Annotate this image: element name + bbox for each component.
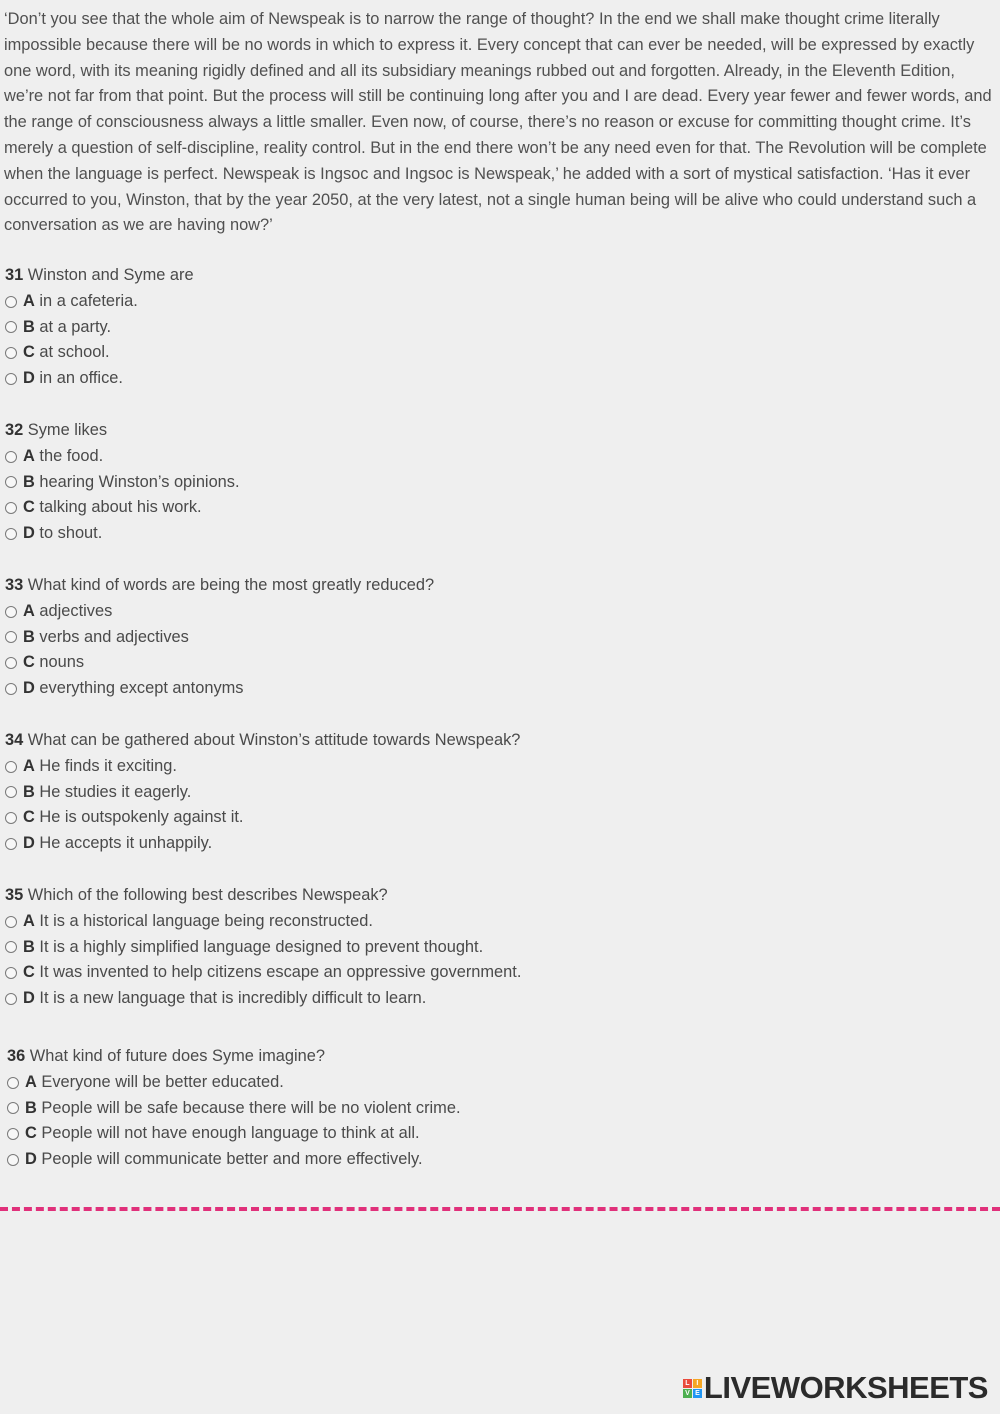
option-letter: D (23, 834, 35, 853)
radio-button-icon[interactable] (7, 1154, 19, 1166)
option-letter: C (25, 1124, 37, 1143)
logo-icon (683, 1379, 702, 1398)
option-letter: B (23, 782, 35, 801)
radio-button-icon[interactable] (5, 528, 17, 540)
option-b[interactable] (5, 625, 434, 651)
option-text: adjectives (39, 601, 113, 620)
option-letter: B (23, 627, 35, 646)
option-letter: C (23, 498, 35, 517)
option-letter: D (23, 369, 35, 388)
option-b[interactable] (5, 935, 521, 961)
question-number: 33 (5, 576, 24, 594)
option-text: to shout. (39, 524, 103, 543)
question-stem (5, 883, 521, 909)
option-d[interactable] (5, 986, 521, 1012)
question-text: What kind of words are being the most greatly reduced? (27, 576, 435, 594)
option-letter: D (23, 679, 35, 698)
option-letter: C (23, 343, 35, 362)
radio-button-icon[interactable] (5, 993, 17, 1005)
option-text: at school. (39, 343, 110, 362)
radio-button-icon[interactable] (5, 761, 17, 773)
option-letter: A (23, 446, 35, 465)
option-text: in an office. (39, 369, 123, 388)
option-text: nouns (39, 653, 85, 672)
option-letter: C (23, 653, 35, 672)
option-text: It is a new language that is incredibly difficult to learn. (39, 989, 427, 1008)
question-stem (5, 728, 520, 754)
option-text: People will communicate better and more effectively. (41, 1150, 423, 1169)
logo-icon-letter: I (693, 1379, 702, 1388)
option-a[interactable] (5, 599, 434, 625)
radio-button-icon[interactable] (5, 786, 17, 798)
radio-button-icon[interactable] (5, 967, 17, 979)
logo-text: LIVEWORKSHEETS (703, 1370, 988, 1405)
option-letter: C (23, 808, 35, 827)
radio-button-icon[interactable] (5, 451, 17, 463)
question-stem (5, 418, 240, 444)
question-stem (7, 1044, 461, 1070)
logo-icon-letter: V (683, 1389, 692, 1398)
option-text: He accepts it unhappily. (39, 834, 213, 853)
radio-button-icon[interactable] (5, 321, 17, 333)
option-text: It is a highly simplified language designed to prevent thought. (39, 937, 484, 956)
radio-button-icon[interactable] (5, 296, 17, 308)
question-text: What can be gathered about Winston’s attitude towards Newspeak? (27, 731, 521, 749)
option-d[interactable] (5, 521, 240, 547)
option-b[interactable] (5, 470, 240, 496)
option-text: It is a historical language being reconstructed. (39, 911, 373, 930)
option-text: People will not have enough language to think at all. (41, 1124, 420, 1143)
option-c[interactable] (5, 960, 521, 986)
question-35 (5, 883, 521, 1012)
radio-button-icon[interactable] (5, 683, 17, 695)
radio-button-icon[interactable] (7, 1077, 19, 1089)
option-text: at a party. (39, 317, 112, 336)
option-letter: B (23, 472, 35, 491)
option-b[interactable] (5, 780, 520, 806)
option-a[interactable] (5, 289, 194, 315)
reading-passage: ‘Don’t you see that the whole aim of Newspeak is to narrow the range of thought? In the end we shall make thought crime literally impossible because there will be no words in which to express it. Every concept that can ever be needed, will be expressed by exactly one word, with its meaning rigidly defined and all its subsidiary meanings rubbed out and forgotten. Already, in the Eleventh Edition, we’re not far from that point. But the process will still be continuing long after you and I are dead. Every year fewer and fewer words, and the range of consciousness always a little smaller. Even now, of course, there’s no reason or excuse for committing thought crime. It’s merely a question of self-discipline, reality control. But in the end there won’t be any need even for that. The Revolution will be complete when the language is perfect. Newspeak is Ingsoc and Ingsoc is Newspeak,’ he added with a sort of mystical satisfaction. ‘Has it ever occurred to you, Winston, that by the year 2050, at the very latest, not a single human being will be alive who could understand such a conversation as we are having now?’ (4, 10, 992, 235)
option-text: verbs and adjectives (39, 627, 189, 646)
option-text: the food. (39, 446, 104, 465)
logo-icon-letter: L (683, 1379, 692, 1388)
dashed-divider (0, 1207, 1000, 1211)
question-31 (5, 263, 194, 392)
option-text: People will be safe because there will be no violent crime. (41, 1098, 461, 1117)
question-number: 35 (5, 886, 24, 904)
option-b[interactable] (7, 1096, 461, 1122)
question-text: Which of the following best describes Newspeak? (27, 886, 388, 904)
option-text: hearing Winston’s opinions. (39, 472, 240, 491)
option-d[interactable] (5, 676, 434, 702)
option-b[interactable] (5, 315, 194, 341)
option-letter: A (23, 291, 35, 310)
radio-button-icon[interactable] (7, 1128, 19, 1140)
option-letter: A (23, 756, 35, 775)
logo-icon-letter: E (693, 1389, 702, 1398)
option-c[interactable] (5, 805, 520, 831)
option-text: in a cafeteria. (39, 291, 138, 310)
question-number: 31 (5, 266, 24, 284)
radio-button-icon[interactable] (5, 812, 17, 824)
option-c[interactable] (5, 650, 434, 676)
option-d[interactable] (5, 831, 520, 857)
question-stem (5, 263, 194, 289)
option-d[interactable] (5, 366, 194, 392)
question-number: 32 (5, 421, 24, 439)
radio-button-icon[interactable] (5, 631, 17, 643)
option-letter: B (25, 1098, 37, 1117)
option-text: It was invented to help citizens escape an oppressive government. (39, 963, 522, 982)
option-text: He is outspokenly against it. (39, 808, 244, 827)
option-text: everything except antonyms (39, 679, 244, 698)
question-33 (5, 573, 434, 702)
question-34 (5, 728, 520, 857)
option-a[interactable] (5, 754, 520, 780)
radio-button-icon[interactable] (7, 1102, 19, 1114)
question-number: 36 (7, 1047, 26, 1065)
option-a[interactable] (7, 1070, 461, 1096)
option-text: He studies it eagerly. (39, 782, 192, 801)
option-letter: D (23, 524, 35, 543)
option-letter: B (23, 937, 35, 956)
radio-button-icon[interactable] (5, 941, 17, 953)
option-a[interactable] (5, 444, 240, 470)
option-a[interactable] (5, 909, 521, 935)
question-text: Winston and Syme are (27, 266, 194, 284)
option-letter: C (23, 963, 35, 982)
radio-button-icon[interactable] (5, 502, 17, 514)
radio-button-icon[interactable] (5, 347, 17, 359)
radio-button-icon[interactable] (5, 838, 17, 850)
option-letter: D (23, 989, 35, 1008)
option-letter: D (25, 1150, 37, 1169)
liveworksheets-logo (683, 1370, 988, 1406)
option-c[interactable] (7, 1121, 461, 1147)
option-letter: A (23, 911, 35, 930)
option-letter: A (23, 601, 35, 620)
option-letter: A (25, 1072, 37, 1091)
option-d[interactable] (7, 1147, 461, 1173)
radio-button-icon[interactable] (5, 476, 17, 488)
question-text: Syme likes (27, 421, 108, 439)
question-number: 34 (5, 731, 24, 749)
question-36 (7, 1044, 461, 1173)
option-text: talking about his work. (39, 498, 202, 517)
radio-button-icon[interactable] (5, 606, 17, 618)
radio-button-icon[interactable] (5, 373, 17, 385)
option-text: Everyone will be better educated. (41, 1072, 284, 1091)
option-c[interactable] (5, 340, 194, 366)
option-text: He finds it exciting. (39, 756, 177, 775)
option-c[interactable] (5, 495, 240, 521)
option-letter: B (23, 317, 35, 336)
question-stem (5, 573, 434, 599)
radio-button-icon[interactable] (5, 916, 17, 928)
radio-button-icon[interactable] (5, 657, 17, 669)
question-text: What kind of future does Syme imagine? (29, 1047, 325, 1065)
question-32 (5, 418, 240, 547)
